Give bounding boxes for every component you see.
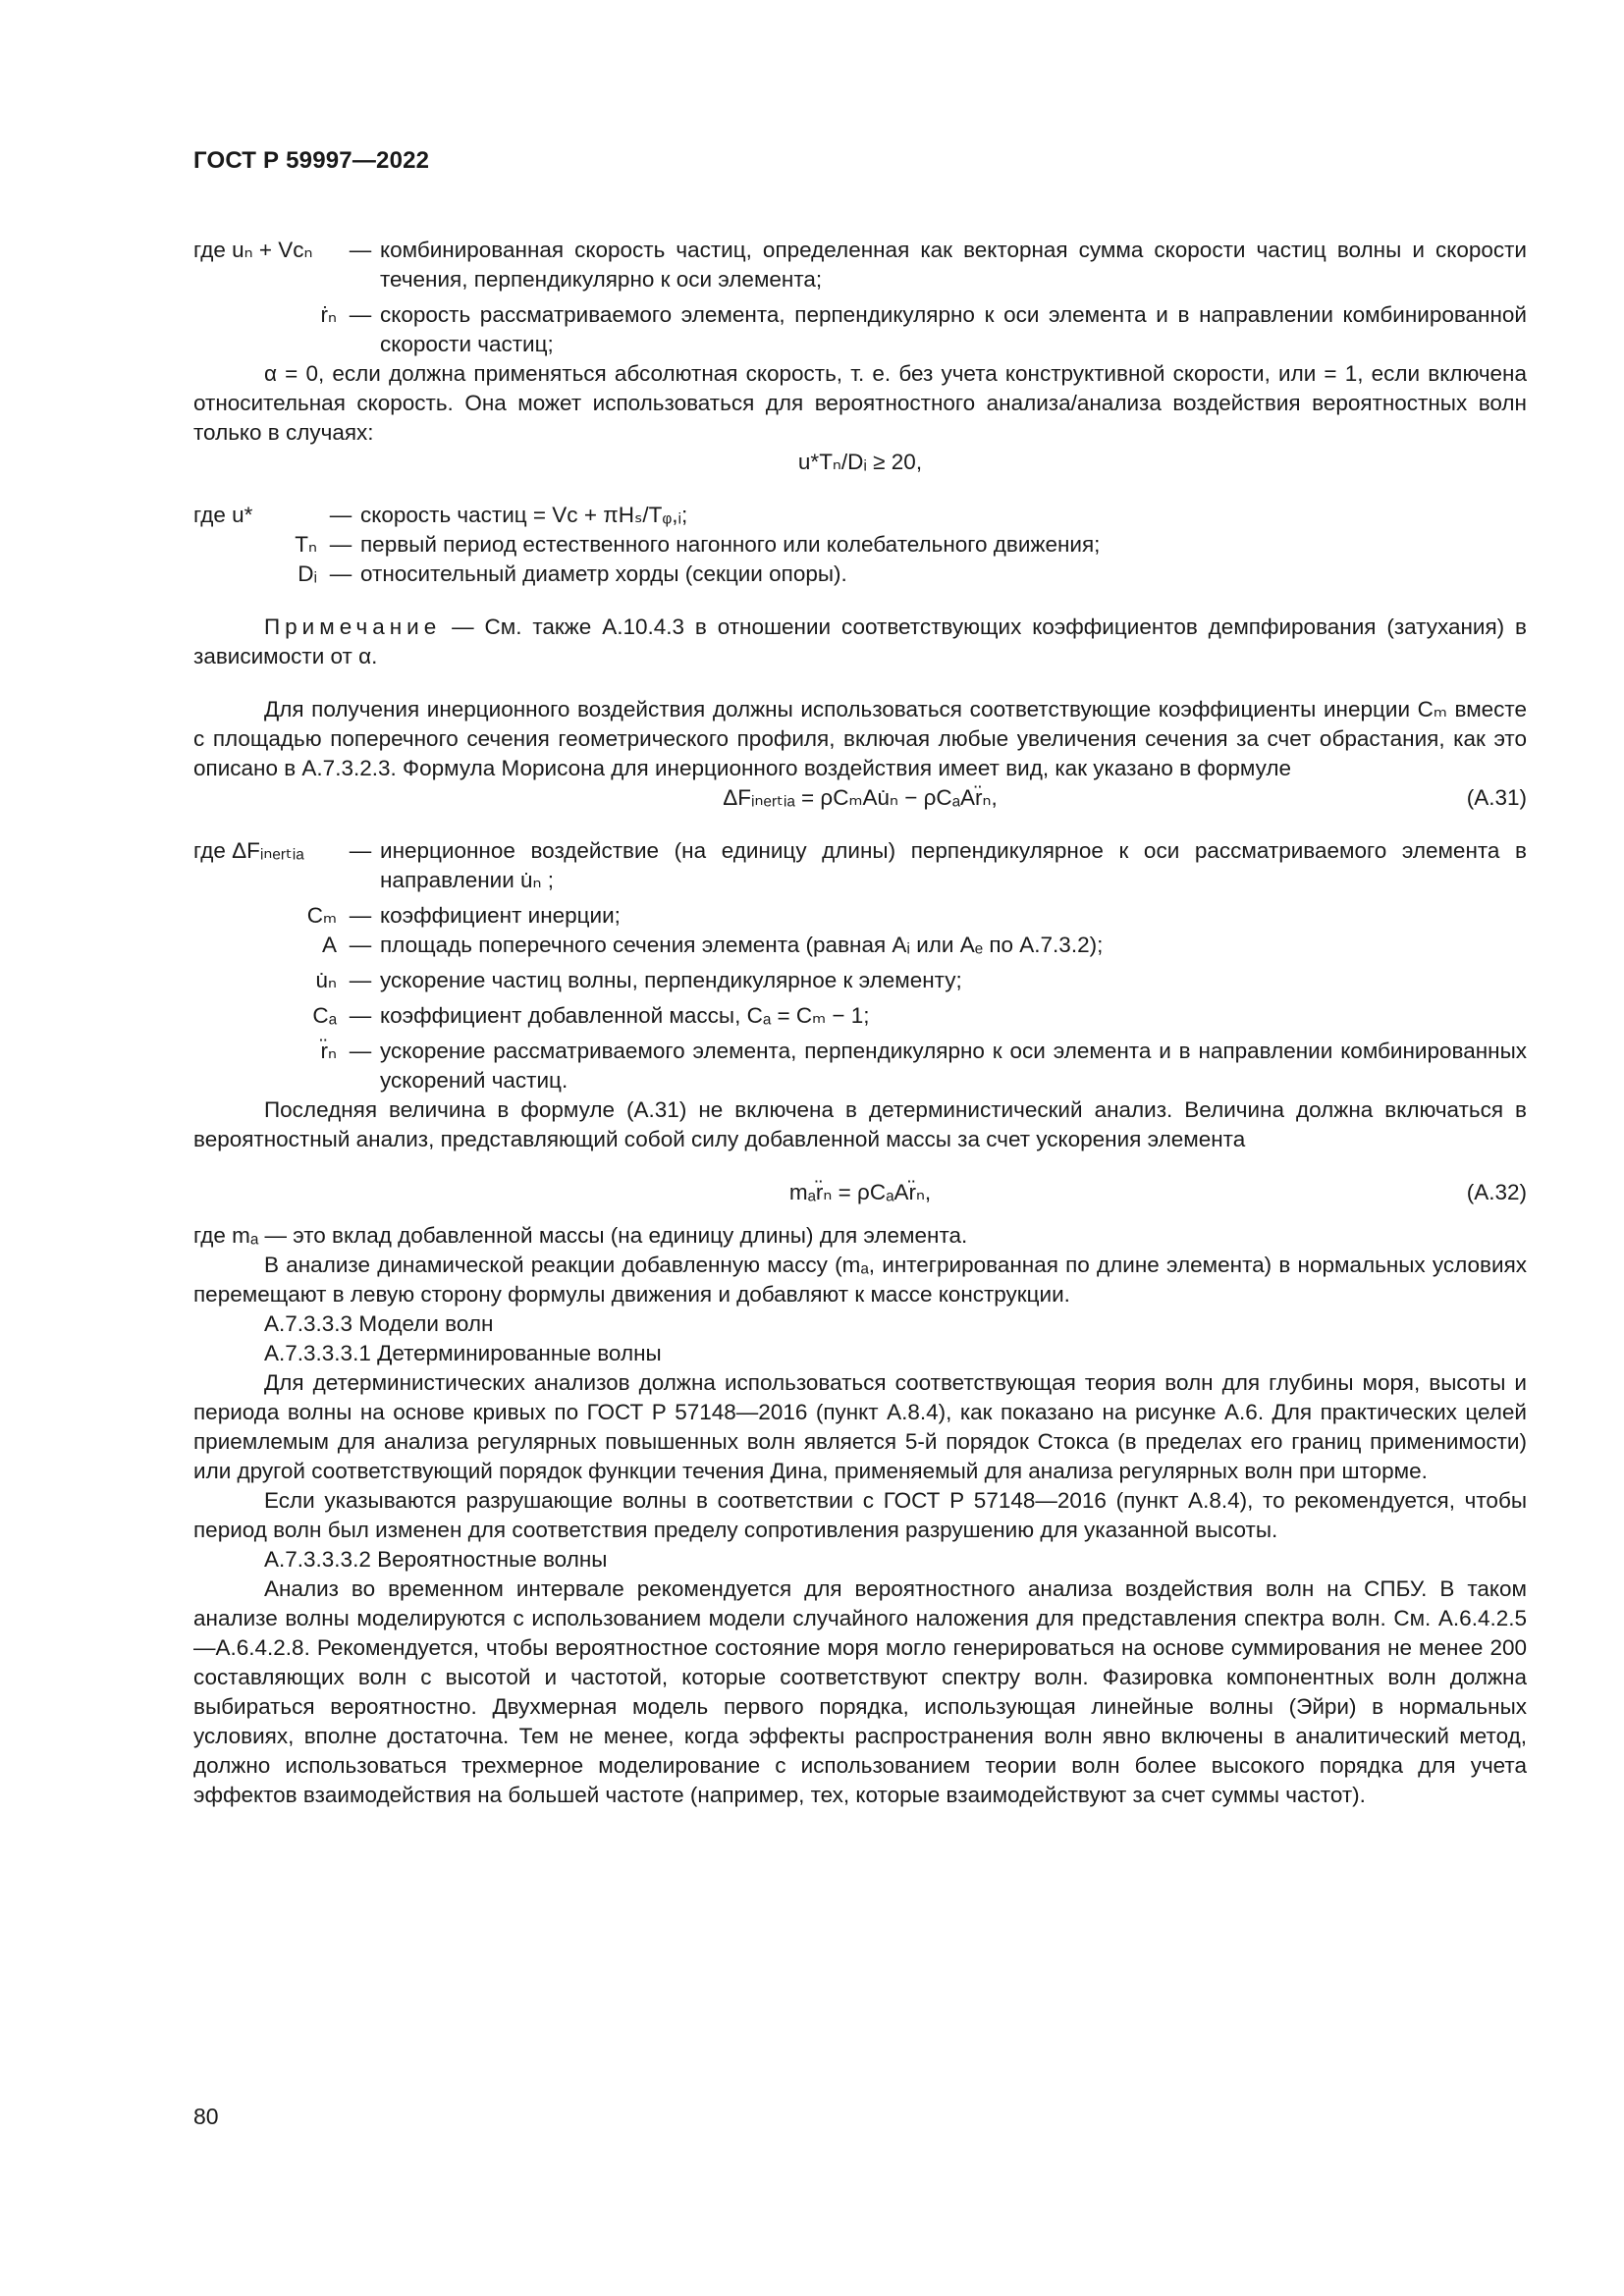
definition-list: ṙₙ — скорость рассматриваемого элемента, перпендикулярно к оси элемента и в направлении комбинированной скорости частиц;: [193, 300, 1527, 359]
definition-term: Cₘ: [306, 903, 337, 928]
definition-list: r̈ₙ — ускорение рассматриваемого элемента, перпендикулярно к оси элемента и в направлении комбинированных ускорений частиц.: [193, 1037, 1527, 1095]
definition-list: где ΔFᵢₙₑᵣₜᵢₐ — инерционное воздействие (на единицу длины) перпендикулярное к оси рассматриваемого элемента в направлении u̇ₙ ;: [193, 836, 1527, 895]
section-heading: А.7.3.3.3 Модели волн: [264, 1311, 494, 1336]
definition-text: коэффициент добавленной массы, Cₐ = Cₘ − 1;: [380, 1003, 870, 1028]
definition-term: где uₙ + Vᴄₙ: [193, 238, 313, 262]
definition-text: скорость рассматриваемого элемента, перпендикулярно к оси элемента и в направлении комбинированной скорости частиц;: [380, 302, 1527, 356]
definition-list: Cₐ — коэффициент добавленной массы, Cₐ = Cₘ − 1;: [193, 1001, 1527, 1031]
definition-term: u̇ₙ: [315, 968, 337, 992]
definition-text: ускорение рассматриваемого элемента, перпендикулярно к оси элемента и в направлении комбинированных ускорений частиц.: [380, 1039, 1527, 1093]
definition-text: инерционное воздействие (на единицу длины) перпендикулярное к оси рассматриваемого элемента в направлении u̇ₙ ;: [380, 838, 1527, 892]
definition-term: A: [321, 933, 337, 957]
last-value-paragraph: Последняя величина в формуле (A.31) не включена в детерминистический анализ. Величина должна включаться в вероятностный анализ, представляющий собой силу добавленной массы за счет ускорения элемента: [193, 1097, 1527, 1151]
page-number: 80: [193, 2104, 219, 2129]
deterministic-paragraph: Для детерминистических анализов должна использоваться соответствующая теория волн для глубины моря, высоты и периода волны на основе кривых по ГОСТ Р 57148—2016 (пункт А.8.4), как показано на рисунке А.6. Для практических целей приемлемым для анализа регулярных повышенных волн является 5-й порядок Стокса (в пределах его границ применимости) или другой соответствующий порядок функции течения Дина, применяемый для анализа регулярных волн при шторме.: [193, 1370, 1527, 1483]
dynamic-paragraph: В анализе динамической реакции добавленную массу (mₐ, интегрированная по длине элемента) в нормальных условиях перемещают в левую сторону формулы движения и добавляют к массе конструкции.: [193, 1253, 1527, 1307]
note-paragraph: [193, 613, 1527, 671]
note-text: — См. также А.10.4.3 в отношении соответствующих коэффициентов демпфирования (затухания) в зависимости от α.: [193, 614, 1527, 668]
definition-list: Cₘ — коэффициент инерции; A — площадь поперечного сечения элемента (равная Aᵢ или Aₑ по А.7.3.2);: [193, 901, 1527, 960]
formula-a32: [193, 1178, 1527, 1207]
note-label: Примечание: [264, 614, 442, 639]
formula-a32-number: (A.32): [1466, 1180, 1527, 1204]
formula-a31-expression: ΔFᵢₙₑᵣₜᵢₐ = ρCₘAu̇ₙ − ρCₐAr̈ₙ,: [723, 785, 998, 810]
ma-line: где mₐ — это вклад добавленной массы (на единицу длины) для элемента.: [193, 1223, 968, 1248]
definition-text: комбинированная скорость частиц, определенная как векторная сумма скорости частиц волны и скорости течения, перпендикулярно к оси элемента;: [380, 238, 1527, 292]
definition-text: ускорение частиц волны, перпендикулярное к элементу;: [380, 968, 962, 992]
definition-text: относительный диаметр хорды (секции опоры).: [360, 561, 847, 586]
breaking-waves-paragraph: Если указываются разрушающие волны в соответствии с ГОСТ Р 57148—2016 (пункт А.8.4), то рекомендуется, чтобы период волн был изменен для соответствия пределу сопротивления разрушению для указанной высоты.: [193, 1488, 1527, 1542]
definition-term: r̈ₙ: [320, 1039, 337, 1063]
formula-condition: u*Tₙ/Dᵢ ≥ 20,: [797, 450, 923, 474]
definition-list: где u* — скорость частиц = Vᴄ + πHₛ/Tᵩ,ᵢ; Tₙ — первый период естественного нагонного или колебательного движения; Dᵢ — относительный диаметр хорды (секции опоры).: [193, 501, 1527, 589]
definition-term: Tₙ: [295, 532, 317, 557]
inertia-paragraph: Для получения инерционного воздействия должны использоваться соответствующие коэффициенты инерции Cₘ вместе с площадью поперечного сечения геометрического профиля, включая любые увеличения сечения за счет обрастания, как это описано в А.7.3.2.3. Формула Морисона для инерционного воздействия имеет вид, как указано в формуле: [193, 697, 1527, 780]
alpha-paragraph: α = 0, если должна применяться абсолютная скорость, т. е. без учета конструктивной скорости, или = 1, если включена относительная скорость. Она может использоваться для вероятностного анализа/анализа воздействия вероятностных волн только в случаях:: [193, 361, 1527, 445]
probabilistic-paragraph: Анализ во временном интервале рекомендуется для вероятностного анализа воздействия волн на СПБУ. В таком анализе волны моделируются с использованием модели случайного наложения для представления спектра волн. См. А.6.4.2.5—А.6.4.2.8. Рекомендуется, чтобы вероятностное состояние моря могло генерироваться на основе суммирования не менее 200 составляющих волн с высотой и частотой, которые соответствуют спектру волн. Фазировка компонентных волн должна выбираться вероятностно. Двухмерная модель первого порядка, использующая линейные волны (Эйри) в нормальных условиях, вполне достаточна. Тем не менее, когда эффекты распространения волн явно включены в аналитический метод, должно использоваться трехмерное моделирование с использованием теории волн более высокого порядка для учета эффектов взаимодействия на большей частоте (например, тех, которые взаимодействуют за счет суммы частот).: [193, 1576, 1527, 1807]
section-heading: А.7.3.3.3.2 Вероятностные волны: [264, 1547, 608, 1572]
definition-term: ṙₙ: [320, 302, 337, 327]
formula-a32-expression: mₐr̈ₙ = ρCₐAr̈ₙ,: [788, 1180, 932, 1204]
definition-text: первый период естественного нагонного или колебательного движения;: [360, 532, 1101, 557]
definition-list: u̇ₙ — ускорение частиц волны, перпендикулярное к элементу;: [193, 966, 1527, 995]
definition-term: где u*: [193, 503, 253, 527]
definition-text: коэффициент инерции;: [380, 903, 621, 928]
formula-a31-number: (A.31): [1466, 785, 1527, 810]
document-header: ГОСТ Р 59997—2022: [193, 147, 430, 174]
definition-term: где ΔFᵢₙₑᵣₜᵢₐ: [193, 838, 304, 863]
definition-list: где uₙ + Vᴄₙ — комбинированная скорость частиц, определенная как векторная сумма скорости частиц волны и скорости течения, перпендикулярно к оси элемента;: [193, 236, 1527, 294]
definition-text: скорость частиц = Vᴄ + πHₛ/Tᵩ,ᵢ;: [360, 503, 688, 527]
formula-a31: [193, 783, 1527, 813]
definition-term: Cₐ: [312, 1003, 337, 1028]
document-body: [193, 236, 1527, 1810]
definition-term: Dᵢ: [298, 561, 317, 586]
definition-text: площадь поперечного сечения элемента (равная Aᵢ или Aₑ по А.7.3.2);: [380, 933, 1104, 957]
section-heading: А.7.3.3.3.1 Детерминированные волны: [264, 1341, 662, 1365]
